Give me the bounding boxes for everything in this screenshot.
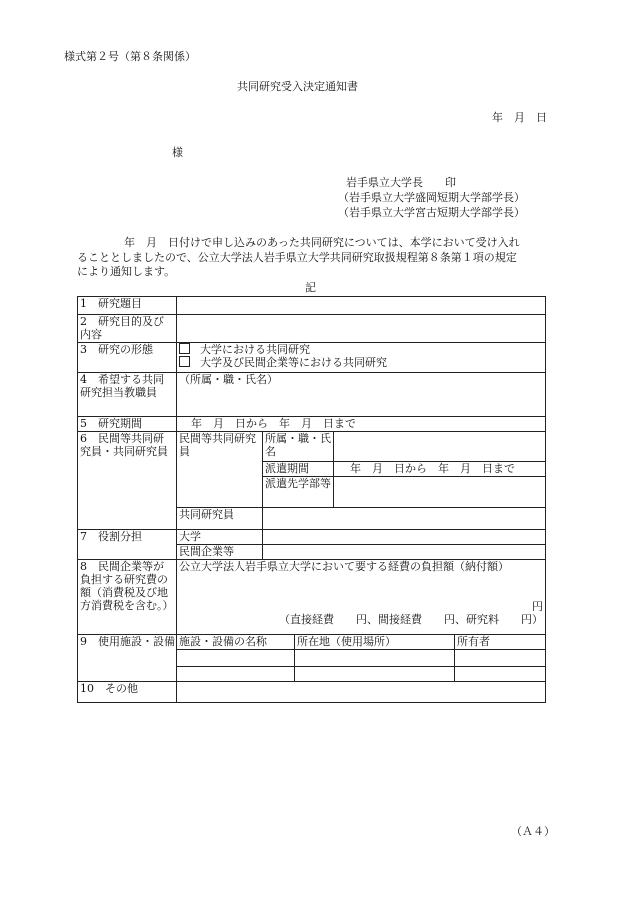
label-dispatch-period: 派遣期間 bbox=[263, 462, 334, 477]
body-line-2: ることとしましたので、公立大学法人岩手県立大学共同研究取扱規程第８条第１項の規定 bbox=[77, 251, 517, 264]
label-staff: 4 希望する共同研究担当教職員 bbox=[78, 373, 177, 417]
value-dispatch-period: 年 月 日から 年 月 日まで bbox=[334, 462, 546, 477]
option-university-research: 大学における共同研究 bbox=[200, 343, 310, 356]
cost-description: 公立大学法人岩手県立大学において要する経費の負担額（納付額） bbox=[179, 560, 509, 573]
label-affiliation: 所属・職・氏名 bbox=[263, 432, 334, 462]
issuer-president: 岩手県立大学長 印 bbox=[346, 176, 456, 189]
row-cost bbox=[78, 560, 546, 635]
notice-table bbox=[77, 296, 546, 703]
value-research-form bbox=[177, 343, 546, 373]
value-period: 年 月 日から 年 月 日まで bbox=[177, 417, 546, 432]
ki-heading: 記 bbox=[305, 281, 316, 294]
cost-yen: 円 bbox=[532, 600, 544, 613]
row-research-form bbox=[78, 343, 546, 373]
facility-location-cell bbox=[295, 650, 455, 667]
value-cost bbox=[177, 560, 546, 635]
issuer-morioka: （岩手県立大学盛岡短期大学部学長） bbox=[338, 191, 525, 204]
label-research-purpose: 2 研究目的及び内容 bbox=[78, 315, 177, 343]
label-researchers: 6 民間等共同研究員・共同研究員 bbox=[78, 432, 177, 530]
value-research-title bbox=[177, 297, 546, 315]
facility-name-cell bbox=[177, 667, 295, 682]
label-research-title: 1 研究題目 bbox=[78, 297, 177, 315]
facility-owner-cell bbox=[455, 667, 546, 682]
row-research-purpose bbox=[78, 315, 546, 343]
addressee-suffix: 様 bbox=[172, 146, 183, 159]
label-joint-researcher: 共同研究員 bbox=[177, 508, 263, 530]
row-staff bbox=[78, 373, 546, 417]
label-other: 10 その他 bbox=[78, 682, 177, 703]
row-period bbox=[78, 417, 546, 432]
value-staff: （所属・職・氏名） bbox=[177, 373, 546, 417]
value-role-university bbox=[263, 530, 546, 545]
label-period: 5 研究期間 bbox=[78, 417, 177, 432]
value-affiliation bbox=[334, 432, 546, 462]
facility-location-cell bbox=[295, 667, 455, 682]
row-role-university bbox=[78, 530, 546, 545]
checkbox-university-research[interactable] bbox=[179, 343, 190, 354]
value-other bbox=[177, 682, 546, 703]
value-role-company bbox=[263, 545, 546, 560]
label-facilities: 9 使用施設・設備 bbox=[78, 635, 177, 682]
facility-owner-cell bbox=[455, 650, 546, 667]
value-research-purpose bbox=[177, 315, 546, 343]
checkbox-joint-research[interactable] bbox=[179, 356, 190, 367]
option-joint-research: 大学及び民間企業等における共同研究 bbox=[200, 356, 387, 369]
label-role-university: 大学 bbox=[177, 530, 263, 545]
col-facility-location: 所在地（使用場所） bbox=[295, 635, 455, 650]
row-researchers bbox=[78, 432, 546, 462]
label-role-company: 民間企業等 bbox=[177, 545, 263, 560]
value-joint-researcher bbox=[263, 508, 546, 530]
row-facility-header bbox=[78, 635, 546, 650]
col-facility-owner: 所有者 bbox=[455, 635, 546, 650]
row-research-title bbox=[78, 297, 546, 315]
date-line: 年 月 日 bbox=[492, 111, 547, 124]
label-research-form: 3 研究の形態 bbox=[78, 343, 177, 373]
label-dispatch-dept: 派遣先学部等 bbox=[263, 477, 334, 508]
issuer-miyako: （岩手県立大学宮古短期大学部学長） bbox=[338, 206, 525, 219]
label-roles: 7 役割分担 bbox=[78, 530, 177, 560]
body-line-1: 年 月 日付けで申し込みのあった共同研究については、本学において受け入れ bbox=[124, 236, 520, 249]
body-line-3: により通知します。 bbox=[77, 265, 176, 278]
form-number: 様式第２号（第８条関係） bbox=[64, 50, 196, 63]
row-other bbox=[78, 682, 546, 703]
value-dispatch-dept bbox=[334, 477, 546, 508]
cost-breakdown: （直接経費 円、間接経費 円、研究料 円） bbox=[279, 613, 544, 626]
label-cost: 8 民間企業等が負担する研究費の額（消費税及び地方消費税を含む。） bbox=[78, 560, 177, 635]
col-facility-name: 施設・設備の名称 bbox=[177, 635, 295, 650]
label-private-researcher: 民間等共同研究員 bbox=[177, 432, 263, 508]
facility-name-cell bbox=[177, 650, 295, 667]
paper-size: （Ａ４） bbox=[511, 825, 555, 838]
document-title: 共同研究受入決定通知書 bbox=[237, 80, 358, 93]
